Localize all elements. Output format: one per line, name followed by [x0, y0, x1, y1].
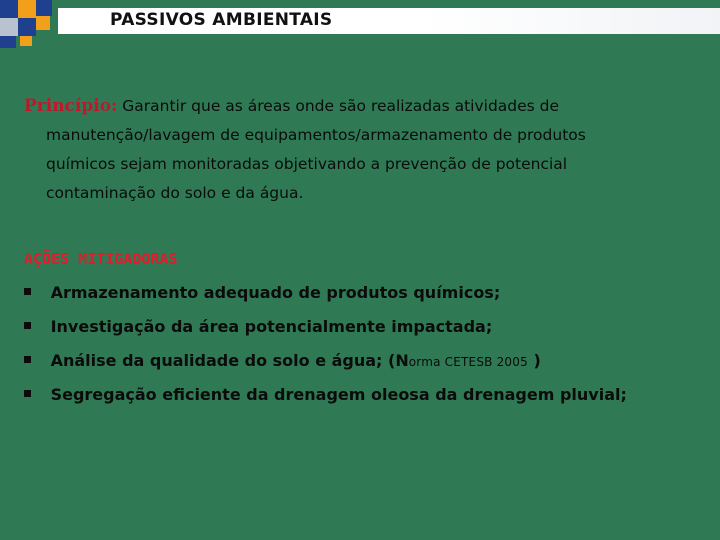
principle-line-4: contaminação do solo e da água.	[46, 184, 304, 202]
section-heading: AÇÕES MITIGADORAS	[24, 250, 178, 268]
decor-block	[18, 18, 36, 36]
list-item	[24, 316, 714, 350]
square-bullet-icon	[24, 288, 31, 295]
corner-decoration	[0, 0, 60, 50]
square-bullet-icon	[24, 322, 31, 329]
principle-label: Princípio:	[24, 96, 118, 116]
list-item	[24, 384, 714, 418]
square-bullet-icon	[24, 356, 31, 363]
decor-block	[0, 18, 18, 36]
list-item	[24, 282, 714, 316]
norma-reference: orma CETESB 2005	[408, 355, 528, 369]
bullet-list	[24, 282, 714, 418]
decor-block	[20, 36, 32, 46]
decor-block	[18, 0, 36, 18]
square-bullet-icon	[24, 390, 31, 397]
bullet-text: Segregação eficiente da drenagem oleosa da drenagem pluvial;	[50, 385, 627, 404]
decor-block	[36, 16, 50, 30]
decor-block	[0, 0, 18, 18]
list-item	[24, 350, 714, 384]
principle-line-2: manutenção/lavagem de equipamentos/armazenamento de produtos	[46, 126, 586, 144]
bullet-text: Análise da qualidade do solo e água; (N	[50, 351, 409, 370]
principle-line-1: Garantir que as áreas onde são realizadas atividades de	[122, 97, 560, 115]
principle-paragraph	[24, 92, 680, 208]
principle-line-3: químicos sejam monitoradas objetivando a prevenção de potencial	[46, 155, 568, 173]
decor-block	[0, 36, 16, 48]
slide-title: PASSIVOS AMBIENTAIS	[110, 10, 333, 30]
bullet-text-end: )	[527, 351, 541, 370]
bullet-text: Investigação da área potencialmente impactada;	[50, 317, 493, 336]
decor-block	[36, 0, 52, 16]
bullet-text: Armazenamento adequado de produtos químicos;	[50, 283, 501, 302]
